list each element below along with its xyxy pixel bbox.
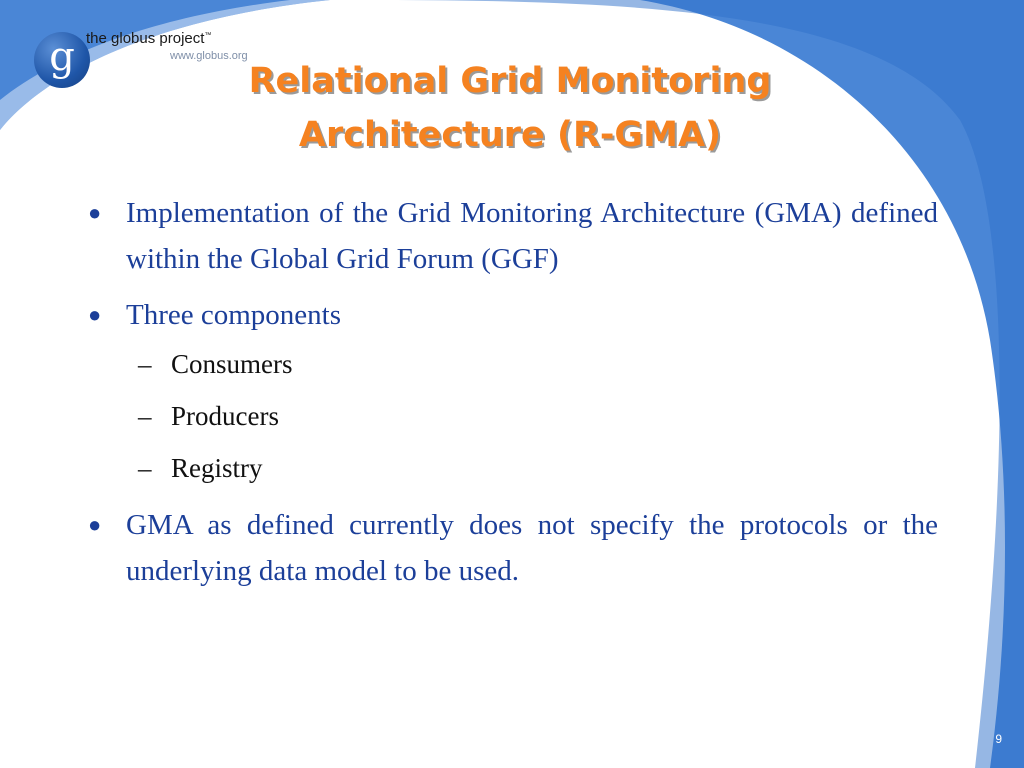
logo-url: www.globus.org [170, 50, 248, 62]
dash-icon: – [138, 453, 152, 483]
page-number: 9 [995, 732, 1002, 746]
slide-title [150, 54, 870, 162]
slide-content [88, 190, 938, 594]
bullet-text: Three components [126, 299, 342, 331]
bullet-gma-not-specified [88, 502, 938, 594]
bullet-dot-icon: ● [88, 200, 102, 225]
subitem-text: Consumers [171, 349, 293, 379]
bullet-dot-icon: ● [88, 512, 102, 537]
subitem-text: Producers [171, 401, 279, 431]
bullet-three-components [88, 292, 938, 338]
dash-icon: – [138, 349, 152, 379]
bullet-dot-icon: ● [88, 302, 102, 327]
logo-name: the globus project [86, 30, 205, 47]
logo-title [86, 30, 211, 47]
subitem-consumers [88, 338, 938, 390]
title-line-2: Architecture (R-GMA) [298, 115, 722, 155]
dash-icon: – [138, 401, 152, 431]
bullet-text: Implementation of the Grid Monitoring Architecture (GMA) defined within the Global Grid Forum (GGF) [126, 197, 938, 275]
globus-g-icon: g [34, 32, 90, 88]
subitem-text: Registry [171, 453, 263, 483]
trademark-mark: ™ [204, 32, 212, 39]
bullet-text: GMA as defined currently does not specify the protocols or the underlying data model to be used. [126, 509, 938, 587]
bullet-gma-implementation [88, 190, 938, 282]
subitem-producers [88, 390, 938, 442]
title-line-1: Relational Grid Monitoring [248, 61, 772, 101]
subitem-registry [88, 442, 938, 494]
